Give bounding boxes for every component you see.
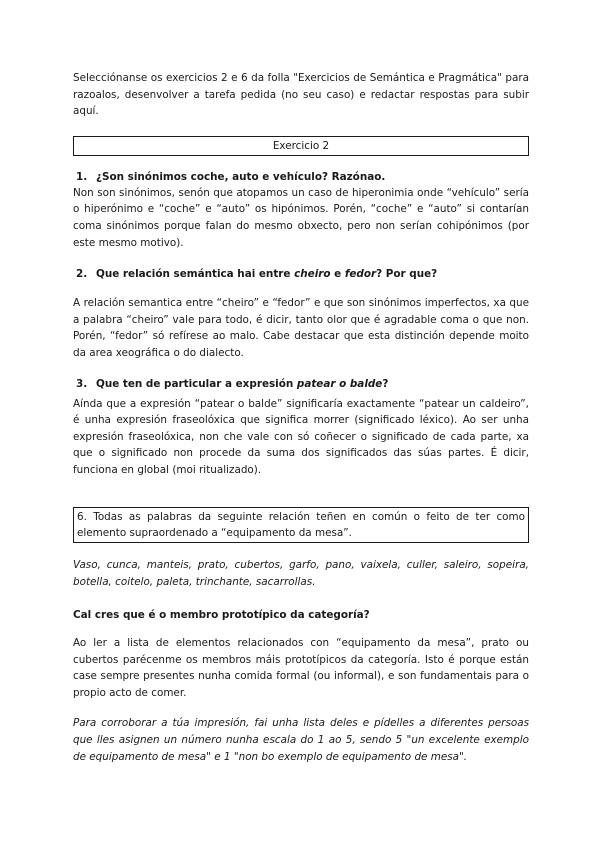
question-2-number: 2. xyxy=(76,268,88,281)
question-3-text-a: Que ten de particular a expresión xyxy=(96,377,297,390)
question-2-text xyxy=(96,266,437,282)
question-2-text-b: e xyxy=(330,268,345,281)
exercise-6-word-list: Vaso, cunca, manteis, prato, cubertos, garfo, pano, vaixela, culler, saleiro, sopeira, botella, coitelo, paleta, trinchante, sacarrollas. xyxy=(73,559,529,588)
question-2-term-cheiro: cheiro xyxy=(294,268,331,281)
exercise-6-question: Cal cres que é o membro prototípico da categoría? xyxy=(73,608,370,621)
exercise-6-prompt: 6. Todas as palabras da seguinte relación teñen en común o feito de ter como elemento supraordenado a “equipamento da mesa”. xyxy=(73,507,529,544)
exercise-6-task: Para corroborar a túa impresión, fai unha lista deles e pídelles a diferentes persoas que lles asignen un número nunha escala do 1 ao 5, sendo 5 "un excelente exemplo de equipamento de mesa" e 1 "non bo exemplo de equipamento de mesa". xyxy=(73,717,529,763)
exercise-2-title: Exercicio 2 xyxy=(73,136,529,156)
intro-paragraph: Selecciónanse os exercicios 2 e 6 da folla "Exercicios de Semántica e Pragmática" para razoalos, desenvolver a tarefa pedida (no seu caso) e redactar respostas para subir aquí. xyxy=(73,72,529,118)
question-1-text: ¿Son sinónimos coche, auto e vehículo? Razónao. xyxy=(96,170,386,183)
question-2-text-c: ? Por que? xyxy=(376,268,438,281)
question-2-text-a: Que relación semántica hai entre xyxy=(96,268,295,281)
question-1 xyxy=(73,169,529,185)
question-2-term-fedor: fedor xyxy=(344,268,377,281)
answer-3: Aínda que a expresión “patear o balde” significaría exactamente “patear un caldeiro”, é unha expresión fraseolóxica que significa morrer (significado léxico). Ao ser unha expresión fraseolóxica, non che vale con só coñecer o significado de cada parte, xa que o significado non procede da suma dos significados das súas partes. É dicir, funciona en global (moi ritualizado). xyxy=(73,397,529,476)
exercise-6-answer: Ao ler a lista de elementos relacionados con “equipamento da mesa”, prato ou cubertos parécenme os membros máis prototípicos da categoría. Isto é porque están case sempre presentes nunha comida formal (ou informal), e son fundamentais para o propio acto de comer. xyxy=(73,637,529,699)
question-1-number: 1. xyxy=(76,170,88,183)
answer-2: A relación semantica entre “cheiro” e “fedor” e que son sinónimos imperfectos, xa que a palabra “cheiro” vale para todo, é dicir, tanto olor que é agradable coma o que non. Porén, “fedor” só refírese ao malo. Cabe destacar que esta distinción depende moito da area xeográfica o do dialecto. xyxy=(73,297,529,359)
question-2 xyxy=(73,266,529,282)
answer-1: Non son sinónimos, senón que atopamos un caso de hiperonimia onde “vehículo” sería o hiperónimo e “coche” e “auto” os hipónimos. Porén, “coche” e “auto” si contarían coma sinónimos porque falan do mesmo obxecto, pero non serían cohipónimos (por este mesmo motivo). xyxy=(73,186,529,249)
question-3-text xyxy=(96,376,388,392)
question-3-term: patear o balde xyxy=(296,377,383,390)
question-3-text-b: ? xyxy=(382,377,389,390)
document-page xyxy=(73,70,529,765)
question-3 xyxy=(73,376,529,392)
question-3-number: 3. xyxy=(76,377,88,390)
